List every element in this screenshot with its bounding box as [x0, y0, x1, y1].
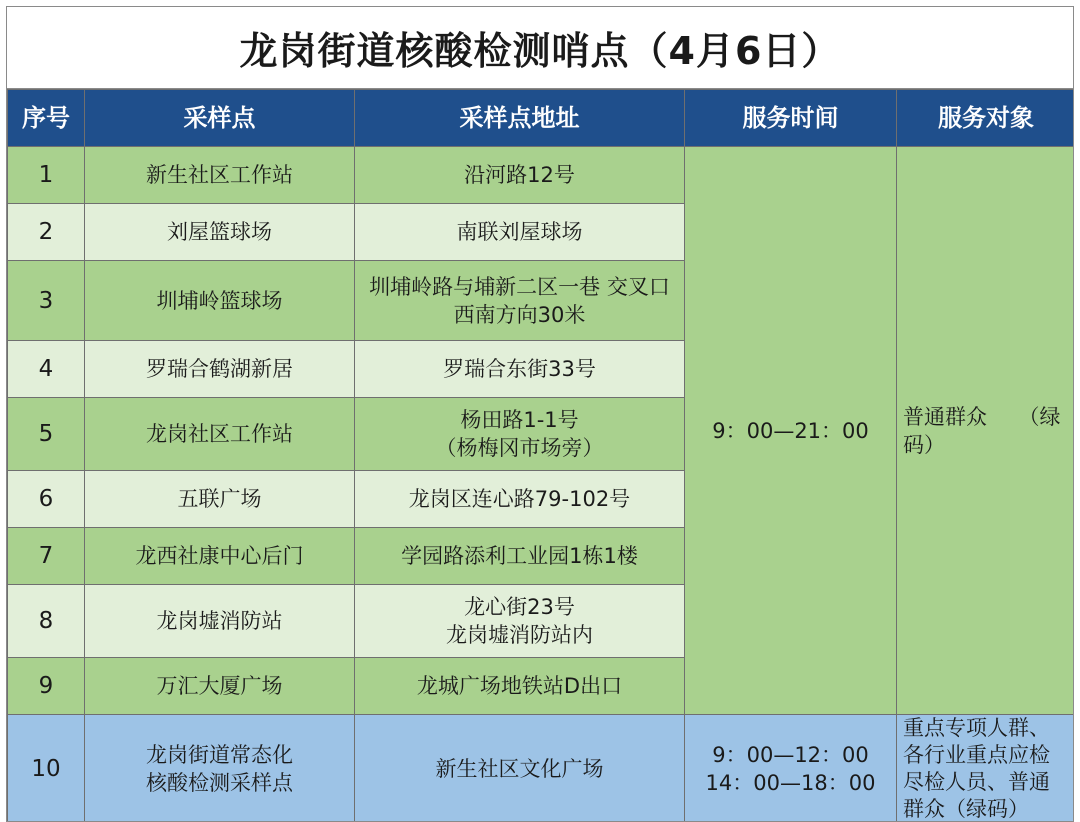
row-no: 2	[8, 204, 85, 261]
row-no: 3	[8, 261, 85, 341]
row-address: 南联刘屋球场	[355, 204, 685, 261]
row-site: 龙岗社区工作站	[85, 398, 355, 471]
row-address: 龙心街23号 龙岗墟消防站内	[355, 585, 685, 658]
table-row	[8, 715, 1075, 822]
row-site: 圳埔岭篮球场	[85, 261, 355, 341]
header-no: 序号	[8, 90, 85, 147]
service-hours-blue: 9：00—12：00 14：00—18：00	[685, 715, 897, 822]
header-hours: 服务时间	[685, 90, 897, 147]
row-site: 龙岗墟消防站	[85, 585, 355, 658]
table-row	[8, 147, 1075, 204]
row-no: 6	[8, 471, 85, 528]
service-hours-green: 9：00—21：00	[685, 147, 897, 715]
row-address: 杨田路1-1号 （杨梅冈市场旁）	[355, 398, 685, 471]
row-site: 五联广场	[85, 471, 355, 528]
schedule-sheet	[6, 6, 1074, 822]
table-header-row	[8, 90, 1075, 147]
page-title: 龙岗街道核酸检测哨点（4月6日）	[7, 7, 1073, 89]
row-no: 9	[8, 658, 85, 715]
row-site: 龙西社康中心后门	[85, 528, 355, 585]
row-address: 罗瑞合东街33号	[355, 341, 685, 398]
row-address: 龙岗区连心路79-102号	[355, 471, 685, 528]
row-site: 新生社区工作站	[85, 147, 355, 204]
header-site: 采样点	[85, 90, 355, 147]
row-no: 10	[8, 715, 85, 822]
row-no: 7	[8, 528, 85, 585]
header-address: 采样点地址	[355, 90, 685, 147]
row-address: 新生社区文化广场	[355, 715, 685, 822]
row-no: 5	[8, 398, 85, 471]
row-address: 圳埔岭路与埔新二区一巷 交叉口 西南方向30米	[355, 261, 685, 341]
header-target: 服务对象	[897, 90, 1075, 147]
row-site: 刘屋篮球场	[85, 204, 355, 261]
row-site: 万汇大厦广场	[85, 658, 355, 715]
sampling-sites-table	[7, 89, 1074, 822]
row-site: 龙岗街道常态化 核酸检测采样点	[85, 715, 355, 822]
service-target-green: 普通群众 （绿 码）	[897, 147, 1075, 715]
row-site: 罗瑞合鹤湖新居	[85, 341, 355, 398]
row-address: 沿河路12号	[355, 147, 685, 204]
row-no: 1	[8, 147, 85, 204]
row-no: 8	[8, 585, 85, 658]
row-no: 4	[8, 341, 85, 398]
service-target-blue: 重点专项人群、各行业重点应检尽检人员、普通群众（绿码）	[897, 715, 1075, 822]
row-address: 学园路添利工业园1栋1楼	[355, 528, 685, 585]
row-address: 龙城广场地铁站D出口	[355, 658, 685, 715]
